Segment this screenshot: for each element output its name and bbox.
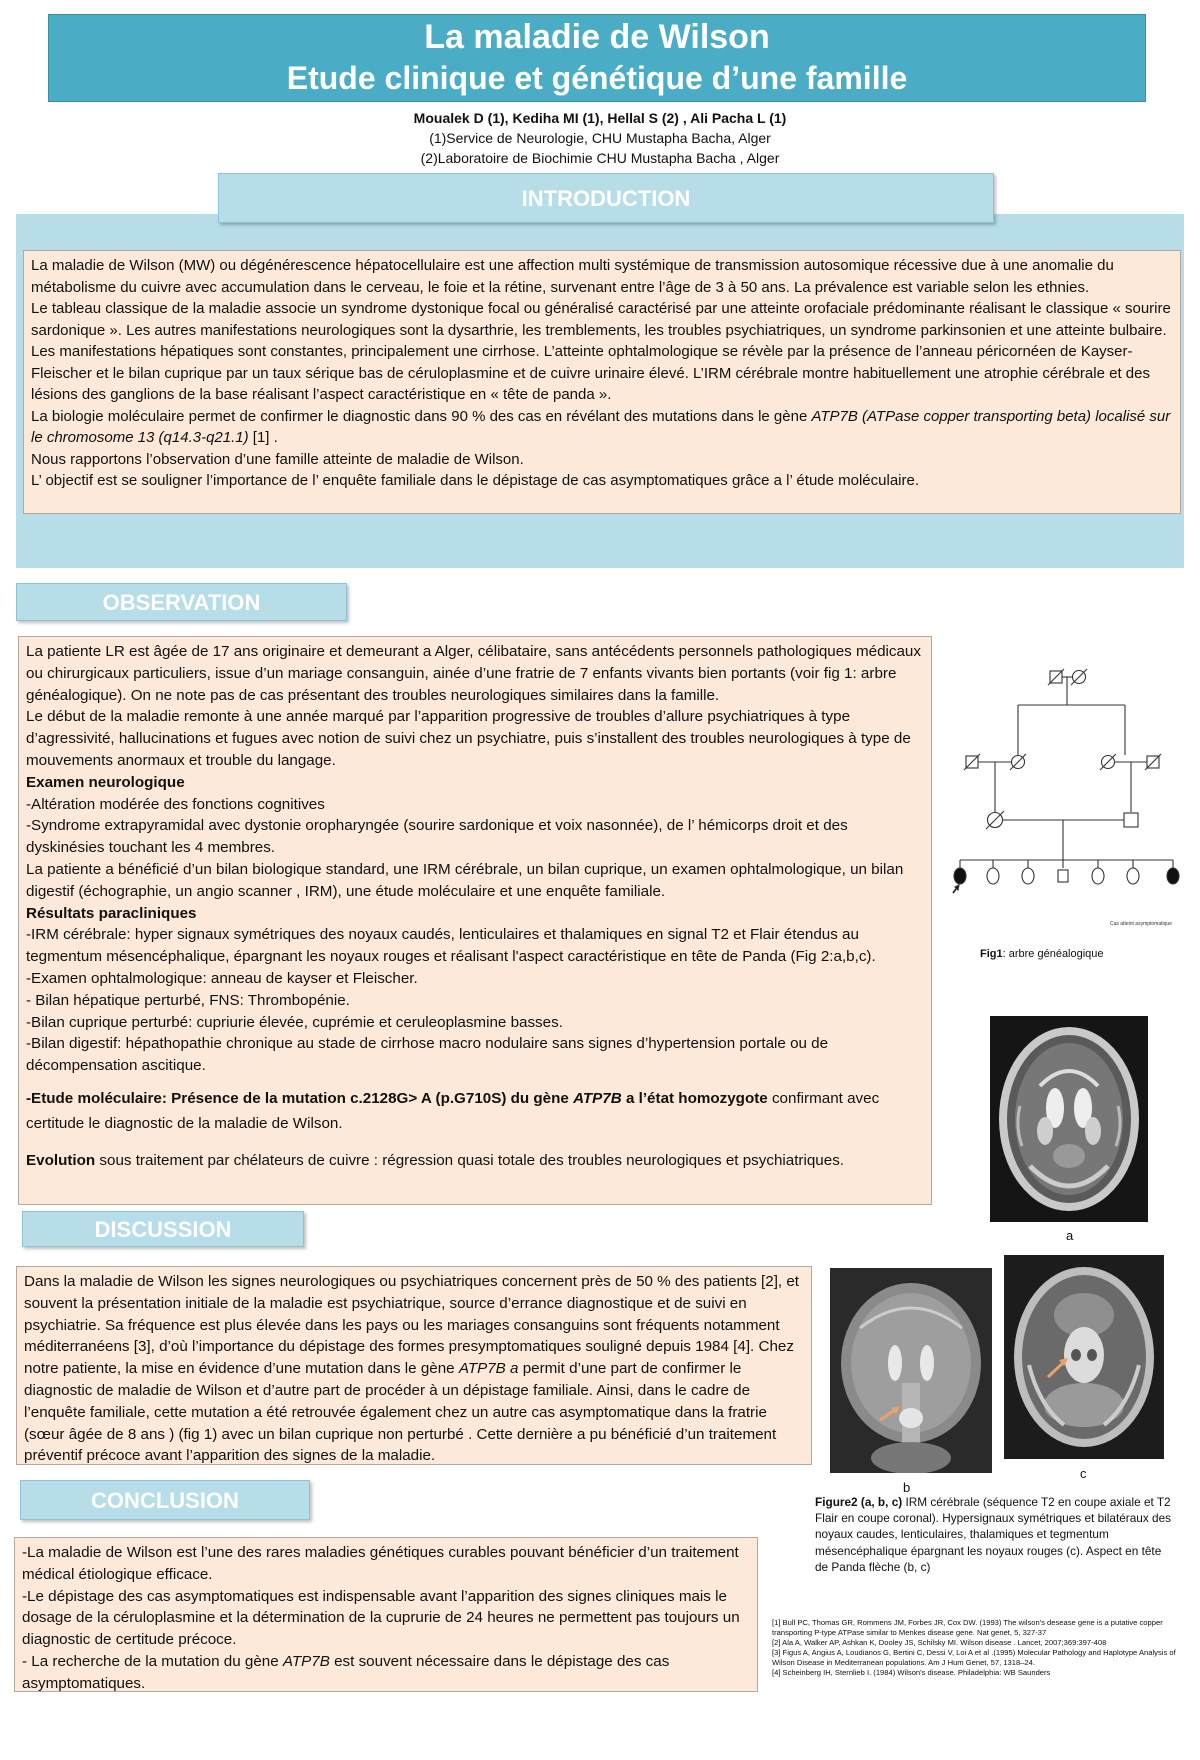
obs-paragraph: La patiente LR est âgée de 17 ans originaire et demeurant a Alger, célibataire, sans antécédents personnels pathologiques médicaux ou chirurgicaux particuliers, issue d’un mariage consanguin, ainée d’une fratrie de 7 enfants vivants bien portants (voir fig 1: arbre généalogique). On ne note pas de cas présentant des troubles neurologiques similaires dans la famille.: [26, 643, 921, 704]
intro-paragraph: Le tableau classique de la maladie associe un syndrome dystonique focal ou généralisé caractérisé par une atteinte orofaciale prédominante réalisant le classique « sourire sardonique ». Les autres manifestations neurologiques sont la dysarthrie, les tremblements, les troubles psychiatriques, un syndrome parkinsonien et une atteinte bulbaire. Les manifestations hépatiques sont constantes, principalement une cirrhose. L’atteinte ophtalmologique se révèle par la présence de l’anneau péricornéen de Kayser- Fleischer et le bilan cuprique par un taux sérique bas de céruloplasmine et de cuivre urinaire élevé. L’IRM cérébrale montre habituellement une atrophie cérébrale et des lésions des ganglions de la base réalisant l’aspect caractéristique en « tête de panda ».: [31, 300, 1171, 403]
pedigree-sibling: [1127, 868, 1139, 884]
pedigree-sibling: [1092, 868, 1104, 884]
obs-subheading: Examen neurologique: [26, 773, 185, 791]
figure2-label-b: b: [903, 1480, 911, 1495]
pedigree-asymptomatic-sibling: [1167, 868, 1179, 884]
figure2-label-c: c: [1080, 1466, 1087, 1481]
poster-subtitle: Etude clinique et génétique d’une famille: [286, 60, 908, 96]
pedigree-sibling: [1058, 870, 1068, 882]
obs-subheading: Résultats paracliniques: [26, 904, 197, 922]
gene-name: ATP7B: [573, 1089, 622, 1107]
observation-heading: OBSERVATION: [16, 583, 347, 621]
pedigree-sibling: [1022, 868, 1034, 884]
conclusion-paragraph: -La maladie de Wilson est l’une des rares maladies génétiques curables pouvant bénéficier d’un traitement médical étiologique efficace.: [22, 1544, 739, 1583]
conclusion-paragraph: -Le dépistage des cas asymptomatiques est indispensable avant l’apparition des signes cliniques mais le dosage de la céruloplasmine et la détermination de la cuprurie de 24 heures ne permettent pas toujours un diagnostic de certitude précoce.: [22, 1587, 740, 1649]
reference-item: [2] Ala A, Walker AP, Ashkan K, Dooley JS, Schilsky MI. Wilson disease . Lancet, 2007;369:397-408: [772, 1638, 1107, 1647]
obs-paragraph: Le début de la maladie remonte à une année marqué par l’apparition progressive de troubles d’allure psychiatriques à type d’agressivité, hallucinations et fugues avec notion de suivi chez un psychiatre, puis s’installent des troubles neurologiques à type de mouvements anormaux et trouble du langage.: [26, 708, 911, 769]
pedigree-father: [1124, 813, 1138, 827]
pedigree-chart: [935, 655, 1185, 960]
reference-item: [4] Scheinberg IH, Sternlieb I. (1984) Wilson's disease. Philadelphia: WB Saunders: [772, 1668, 1051, 1677]
introduction-heading: INTRODUCTION: [218, 173, 994, 223]
mri-image-c: [1004, 1255, 1164, 1459]
intro-paragraph: La biologie moléculaire permet de confirmer le diagnostic dans 90 % des cas en révélant des mutations dans le gène ATP7B (ATPase copper transporting beta) localisé sur le chromosome 13 (q14.3-q21.1) [1] .: [31, 407, 1171, 446]
reference-item: [3] Figus A, Angius A, Loudianos G, Bertini C, Dessi V, Loi A et al .(1995) Molecular Pathology and Haplotype Analysis of Wilson Disease in Mediterranean populations. Am J Hum Genet, 57, 1318–24.: [772, 1648, 1176, 1667]
obs-paragraph: -Altération modérée des fonctions cognitives: [26, 795, 325, 813]
gene-name: ATP7B a: [458, 1360, 519, 1378]
introduction-text: [23, 250, 1181, 514]
reference-item: [1] Bull PC, Thomas GR, Rommens JM, Forbes JR, Cox DW. (1993) The wilson's desease gene is a putative copper transporting P-type ATPase similar to Menkes disease gene. Nat genet, 5, 327-37: [772, 1618, 1163, 1637]
intro-paragraph: La maladie de Wilson (MW) ou dégénérescence hépatocellulaire est une affection multi systémique de transmission autosomique récessive due à une anomalie du métabolisme du cuivre avec accumulation dans le cerveau, le foie et la rétine, survenant entre l’âge de 3 à 50 ans. La prévalence est variable selon les ethnies.: [31, 257, 1114, 296]
gene-name: ATP7B (ATPase copper transporting beta) localisé sur le chromosome 13 (q14.3-q21.1): [31, 407, 1171, 446]
discussion-heading: DISCUSSION: [22, 1211, 304, 1247]
gene-name: ATP7B: [282, 1652, 330, 1670]
obs-paragraph: -Examen ophtalmologique: anneau de kayser et Fleischer.: [26, 969, 418, 987]
intro-paragraph: L’ objectif est se souligner l’importance de l’ enquête familiale dans le dépistage de cas asymptomatiques grâce a l’ étude moléculaire.: [31, 472, 920, 489]
poster-title: La maladie de Wilson: [424, 18, 770, 56]
mri-image-b: [830, 1268, 992, 1473]
pedigree-proband: [954, 868, 966, 884]
obs-paragraph: Evolution sous traitement par chélateurs de cuivre : régression quasi totale des troubles neurologiques et psychiatriques.: [26, 1151, 845, 1169]
obs-paragraph: -Syndrome extrapyramidal avec dystonie oropharyngée (sourire sardonique et voix nasonnée), de l’ hémicorps droit et des dyskinésies touchant les 4 membres.: [26, 817, 848, 857]
obs-paragraph: -Bilan digestif: hépathopathie chronique au stade de cirrhose macro nodulaire sans signes d’hypertension portale ou de décompensation ascitique.: [26, 1035, 829, 1075]
figure1-caption: Fig1: arbre généalogique: [980, 948, 1104, 960]
conclusion-heading: CONCLUSION: [20, 1480, 310, 1520]
obs-paragraph: -Etude moléculaire: Présence de la mutation c.2128G> A (p.G710S) du gène ATP7B a l’état homozygote confirmant avec certitude le diagnostic de la maladie de Wilson.: [26, 1089, 880, 1132]
conclusion-text: [14, 1537, 758, 1692]
author-names: Moualek D (1), Kediha MI (1), Hellal S (2) , Ali Pacha L (1): [413, 110, 787, 126]
affiliation-1: (1)Service de Neurologie, CHU Mustapha Bacha, Alger: [429, 130, 771, 146]
obs-paragraph: -Bilan cuprique perturbé: cupriurie élevée, cuprémie et ceruleoplasmine basses.: [26, 1013, 563, 1031]
authors-block: [200, 108, 1000, 168]
affiliation-2: (2)Laboratoire de Biochimie CHU Mustapha Bacha , Alger: [420, 150, 780, 166]
observation-text: [18, 636, 932, 1205]
figure2-caption: Figure2 (a, b, c) IRM cérébrale (séquence T2 en coupe axiale et T2 Flair en coupe coronal). Hypersignaux symétriques et bilatéraux des noyaux caudes, lenticulaires, thalamiques et tegmentum mésencéphalique épargnant les noyaux rouges (c). Aspect en tête de Panda flèche (b, c): [815, 1495, 1172, 1574]
references-list: [772, 1618, 1192, 1678]
mri-axial-a-graphic: [990, 1016, 1148, 1222]
mri-image-a: [990, 1016, 1148, 1222]
poster-title-banner: [48, 14, 1146, 102]
obs-paragraph: La patiente a bénéficié d’un bilan biologique standard, une IRM cérébrale, un bilan cuprique, un examen ophtalmologique, un bilan digestif (échographie, un angio scanner , IRM), une étude moléculaire et une enquête familiale.: [26, 860, 904, 900]
pedigree-legend: Cas atteint asymptomatique: [1110, 921, 1172, 927]
obs-paragraph: -IRM cérébrale: hyper signaux symétriques des noyaux caudés, lenticulaires et thalamiques en signal T2 et Flair étendus au tegmentum mésencéphalique, épargnant les noyaux rouges et réalisant l'aspect caractéristique en tête de Panda (Fig 2:a,b,c).: [26, 926, 876, 966]
discussion-text: [16, 1266, 812, 1465]
pedigree-sibling: [987, 868, 999, 884]
figure2-label-a: a: [1066, 1228, 1074, 1243]
conclusion-paragraph: - La recherche de la mutation du gène ATP7B est souvent nécessaire dans le dépistage des cas asymptomatiques.: [22, 1652, 670, 1692]
mri-coronal-b-graphic: [830, 1268, 992, 1473]
obs-paragraph: - Bilan hépatique perturbé, FNS: Thrombopénie.: [26, 991, 350, 1009]
intro-paragraph: Nous rapportons l’observation d’une famille atteinte de maladie de Wilson.: [31, 450, 524, 468]
discussion-paragraph: Dans la maladie de Wilson les signes neurologiques ou psychiatriques concernent près de 50 % des patients [2], et souvent la présentation initiale de la maladie est psychiatrique, source d’errance diagnostique et de suivi en psychiatrie. Sa fréquence est plus élevée dans les pays ou les mariages consanguins sont fréquents notamment méditerranéens [3], d’où l’importance du dépistage des formes presymptomatiques souligné depuis 1984 [4]. Chez notre patiente, la mise en évidence d’une mutation dans le gène ATP7B a permit d’une part de confirmer le diagnostic de maladie de Wilson et d’autre part de procéder à un dépistage familiale. Ainsi, dans le cadre de l’enquête familiale, cette mutation a été retrouvée également chez un autre cas asymptomatique dans la fratrie (sœur âgée de 8 ans ) (fig 1) avec un bilan cuprique non perturbé . Cette dernière a pu bénéficié d’un traitement préventif précoce avant l’apparition des signes de la maladie.: [24, 1273, 800, 1465]
mri-axial-c-graphic: [1004, 1255, 1164, 1459]
